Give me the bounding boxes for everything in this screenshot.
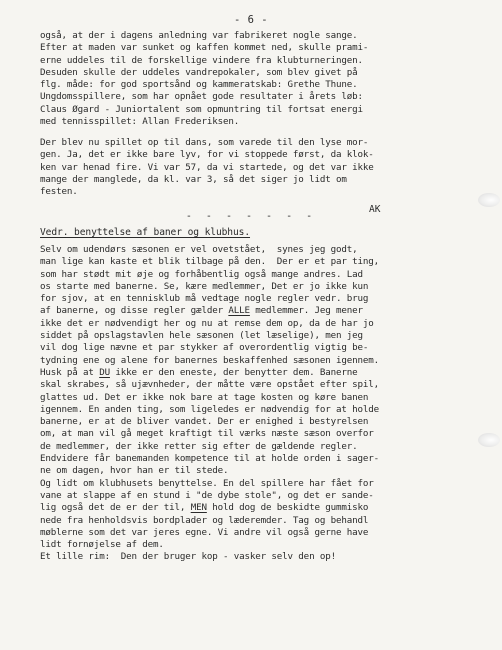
text-line: mange der manglede, da kl. var 3, så det siger jo lidt om bbox=[40, 173, 347, 185]
text-line: også, at der i dagens anledning var fabrikeret nogle sange. bbox=[40, 30, 358, 41]
text-line: Et lille rim: Den der bruger kop - vasker selv den op! bbox=[40, 551, 336, 563]
text-line: siddet på opslagstavlen hele sæsonen (let læselige), men jeg bbox=[40, 330, 363, 342]
text-line: erne uddeles til de forskellige vindere fra klubturneringen. bbox=[40, 54, 363, 66]
dance-paragraph bbox=[40, 137, 374, 198]
text-line: som har stødt mit øje og forhåbentlig også mange andres. Lad bbox=[40, 268, 363, 280]
text-line: Efter at maden var sunket og kaffen kommet ned, skulle prami- bbox=[40, 42, 369, 54]
text-line: os starte med banerne. Se, kære medlemmer, Det er jo ikke kun bbox=[40, 280, 369, 292]
text-line: tydning ene og alene for banernes beskaffenhed sæsonen igennem. bbox=[40, 354, 380, 366]
text-line: Claus Øgard - Juniortalent som opmuntring til fortsat energi bbox=[40, 103, 363, 115]
punch-hole bbox=[478, 433, 500, 447]
text-line: Husk på at DU ikke er den eneste, der benytter dem. Banerne bbox=[40, 366, 358, 378]
text-line: Og lidt om klubhusets benyttelse. En del spillere har fået for bbox=[40, 477, 374, 489]
text-line: Desuden skulle der uddeles vandrepokaler, som blev givet på bbox=[40, 66, 358, 78]
text-line: vane at slappe af en stund i "de dybe stole", og det er sande- bbox=[40, 489, 374, 501]
text-line: lidt fornøjelse af dem. bbox=[40, 539, 164, 551]
text-line: møblerne som det var jeres egne. Vi andre vil også gerne have bbox=[40, 526, 369, 538]
punch-hole bbox=[478, 193, 500, 207]
text-line: gen. Ja, det er ikke bare lyv, for vi stoppede først, da klok- bbox=[40, 149, 374, 161]
text-line: af banerne, og disse regler gælder ALLE medlemmer. Jeg mener bbox=[40, 305, 363, 317]
text-line: glattes ud. Det er ikke nok bare at tage kosten og køre banen bbox=[40, 391, 369, 403]
author-signature: AK bbox=[369, 204, 381, 215]
section-separator: - - - - - - - bbox=[185, 211, 317, 222]
prize-paragraph bbox=[40, 30, 368, 128]
text-line: ne om dagen, hvor han er til stede. bbox=[40, 465, 229, 477]
emphasized-word: DU bbox=[99, 366, 110, 378]
text-line: ikke det er nødvendigt her og nu at remse dem op, da de har jo bbox=[40, 317, 374, 329]
text-line: Ungdomsspillere, som har opnået gode resultater i årets løb: bbox=[40, 91, 363, 103]
text-line: ken var henad fire. Vi var 57, da vi startede, og det var ikke bbox=[40, 161, 374, 173]
text-line: Selv om udendørs sæsonen er vel ovetstået, synes jeg godt, bbox=[40, 244, 358, 255]
text-line: vil dog lige nævne et par stykker af overordentlig vigtig be- bbox=[40, 342, 369, 354]
text-line: festen. bbox=[40, 186, 78, 198]
page-number: - 6 - bbox=[233, 14, 269, 26]
section-heading: Vedr. benyttelse af baner og klubhus. bbox=[40, 227, 251, 238]
text-line: de medlemmer, der ikke retter sig efter de gældende regler. bbox=[40, 440, 358, 452]
emphasized-word: ALLE bbox=[228, 305, 250, 317]
text-line: om, at man vil gå meget kraftigt til værks næste sæson overfor bbox=[40, 428, 374, 440]
text-line: igennem. En anden ting, som ligeledes er nødvendig for at holde bbox=[40, 403, 380, 415]
text-line: man lige kan kaste et blik tilbage på den. Der er et par ting, bbox=[40, 256, 380, 268]
text-line: nede fra henholdsvis bordplader og læderemder. Tag og behandl bbox=[40, 514, 369, 526]
emphasized-word: MEN bbox=[190, 502, 207, 514]
text-line: Der blev nu spillet op til dans, som varede til den lyse mor- bbox=[40, 137, 369, 148]
text-line: flg. måde: for god sportsånd og kammeratskab: Grethe Thune. bbox=[40, 79, 358, 91]
text-line: med tennisspillet: Allan Frederiksen. bbox=[40, 116, 240, 128]
text-line: lig også det de er der til, MEN hold dog de beskidte gummisko bbox=[40, 502, 369, 514]
rules-body bbox=[40, 244, 379, 564]
text-line: banerne, er at de bliver vandet. Der er enighed i bestyrelsen bbox=[40, 416, 369, 428]
text-line: for sjov, at en tennisklub må vedtage nogle regler vedr. brug bbox=[40, 293, 369, 305]
text-line: skal skrabes, så ujævnheder, der måtte være opstået efter spil, bbox=[40, 379, 380, 391]
text-line: Endvidere får banemanden kompetence til at holde orden i sager- bbox=[40, 453, 380, 465]
